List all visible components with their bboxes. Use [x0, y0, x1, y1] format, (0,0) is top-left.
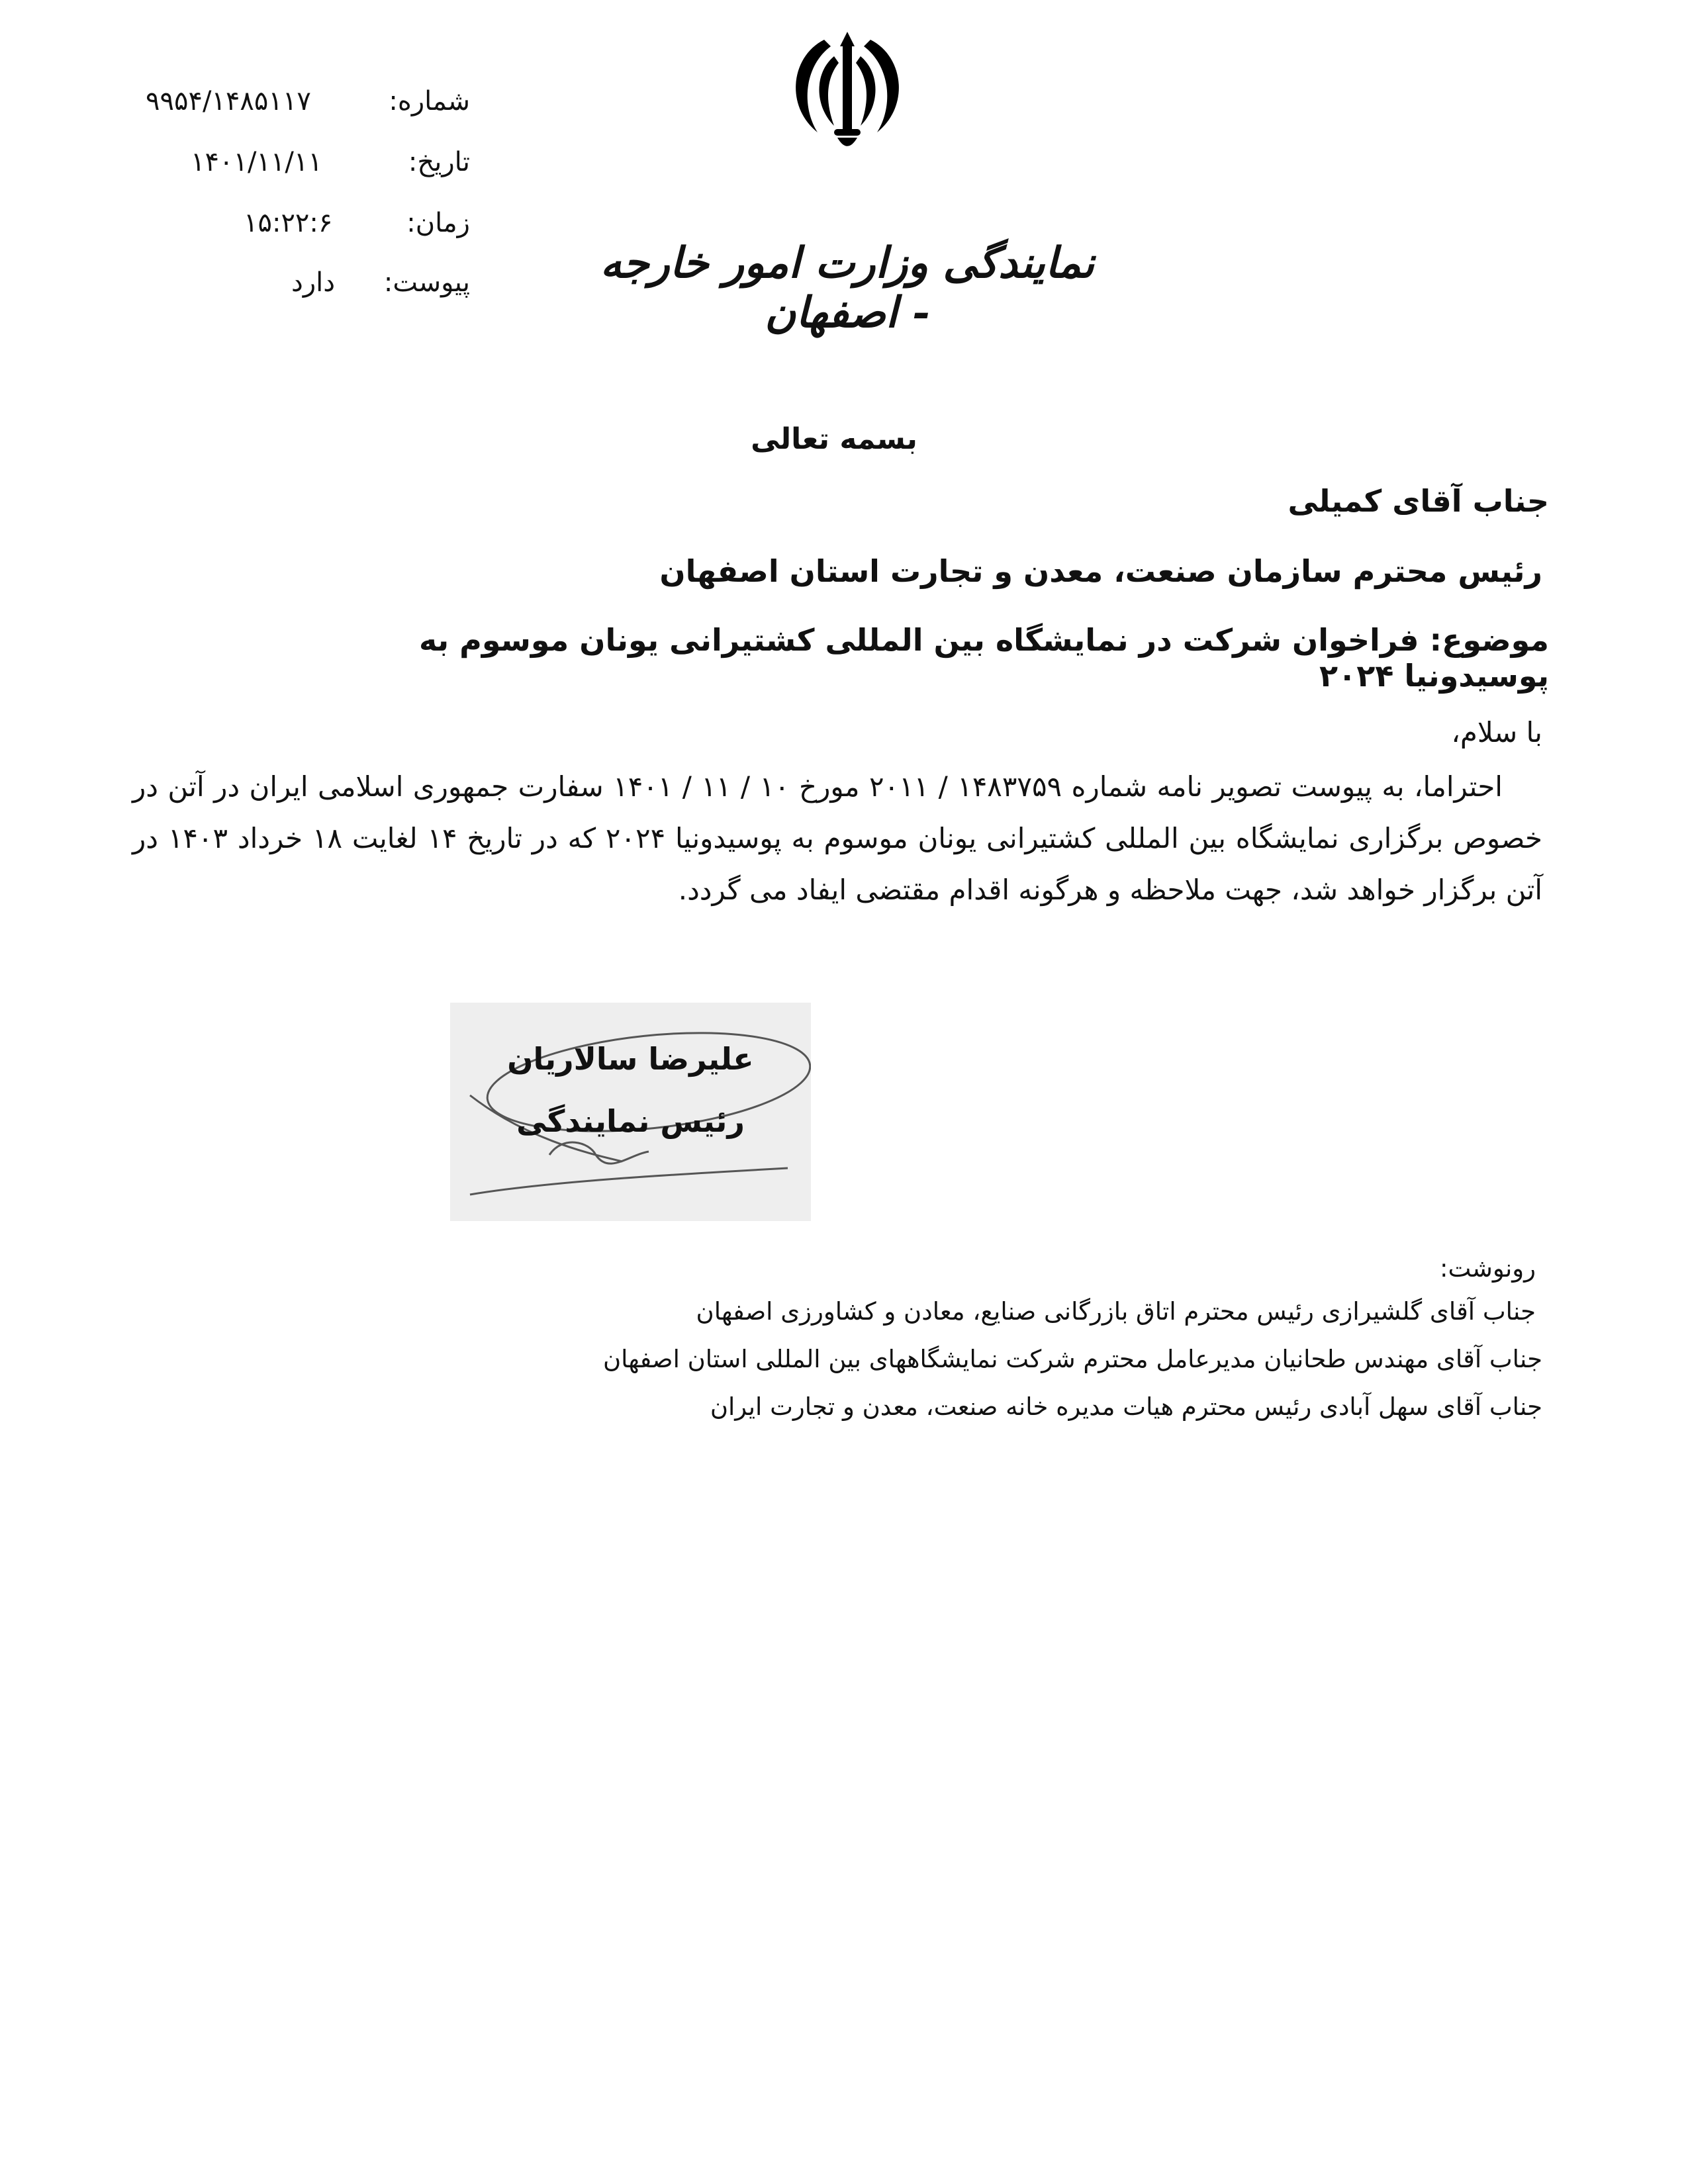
cc-heading: رونوشت:	[1440, 1254, 1536, 1283]
recipient-name: جناب آقای کمیلی	[1288, 483, 1549, 519]
attachment-value: دارد	[291, 267, 336, 298]
greeting: با سلام،	[1451, 716, 1542, 749]
number-label: شماره:	[389, 86, 470, 116]
iran-emblem-icon	[778, 26, 917, 152]
letter-body: احتراما، به پیوست تصویر نامه شماره ۱۴۸۳۷۵۹ / ۲۰۱۱ مورخ ۱۰ / ۱۱ / ۱۴۰۱ سفارت جمهوری اسلامی ایران در آتن در خصوص برگزاری نمایشگاه بین المللی کشتیرانی یونان موسوم به پوسیدونیا ۲۰۲۴ که در تاریخ ۱۴ لغایت ۱۸ خرداد ۱۴۰۳ در آتن برگزار خواهد شد، جهت ملاحظه و هرگونه اقدام مقتضی ایفاد می گردد.	[132, 770, 1542, 906]
cc-line: جناب آقای مهندس طحانیان مدیرعامل محترم شرکت نمایشگاههای بین المللی استان اصفهان	[602, 1345, 1542, 1373]
cc-line: جناب آقای گلشیرازی رئیس محترم اتاق بازرگانی صنایع، معادن و کشاورزی اصفهان	[696, 1297, 1536, 1326]
signer-name: علیرضا سالاریان	[507, 1041, 754, 1077]
date-value: ۱۴۰۱/۱۱/۱۱	[191, 147, 322, 177]
number-value: ۹۹۵۴/۱۴۸۵۱۱۷	[146, 86, 311, 116]
time-value: ۱۵:۲۲:۶	[244, 208, 333, 238]
cc-line: جناب آقای سهل آبادی رئیس محترم هیات مدیره خانه صنعت، معدن و تجارت ایران	[710, 1392, 1542, 1421]
signature-stamp	[450, 1003, 811, 1221]
time-label: زمان:	[406, 208, 470, 238]
attachment-label: پیوست:	[383, 267, 470, 298]
date-label: تاریخ:	[408, 147, 470, 177]
signer-title: رئیس نمایندگی	[516, 1103, 745, 1139]
letter-meta	[132, 86, 477, 311]
recipient-title: رئیس محترم سازمان صنعت، معدن و تجارت استان اصفهان	[659, 553, 1542, 589]
organization-name: نمایندگی وزارت امور خارجه - اصفهان	[600, 238, 1095, 338]
letter-subject: موضوع: فراخوان شرکت در نمایشگاه بین المللی کشتیرانی یونان موسوم به پوسیدونیا ۲۰۲۴	[418, 622, 1549, 694]
bismillah: بسمه تعالی	[751, 422, 917, 456]
